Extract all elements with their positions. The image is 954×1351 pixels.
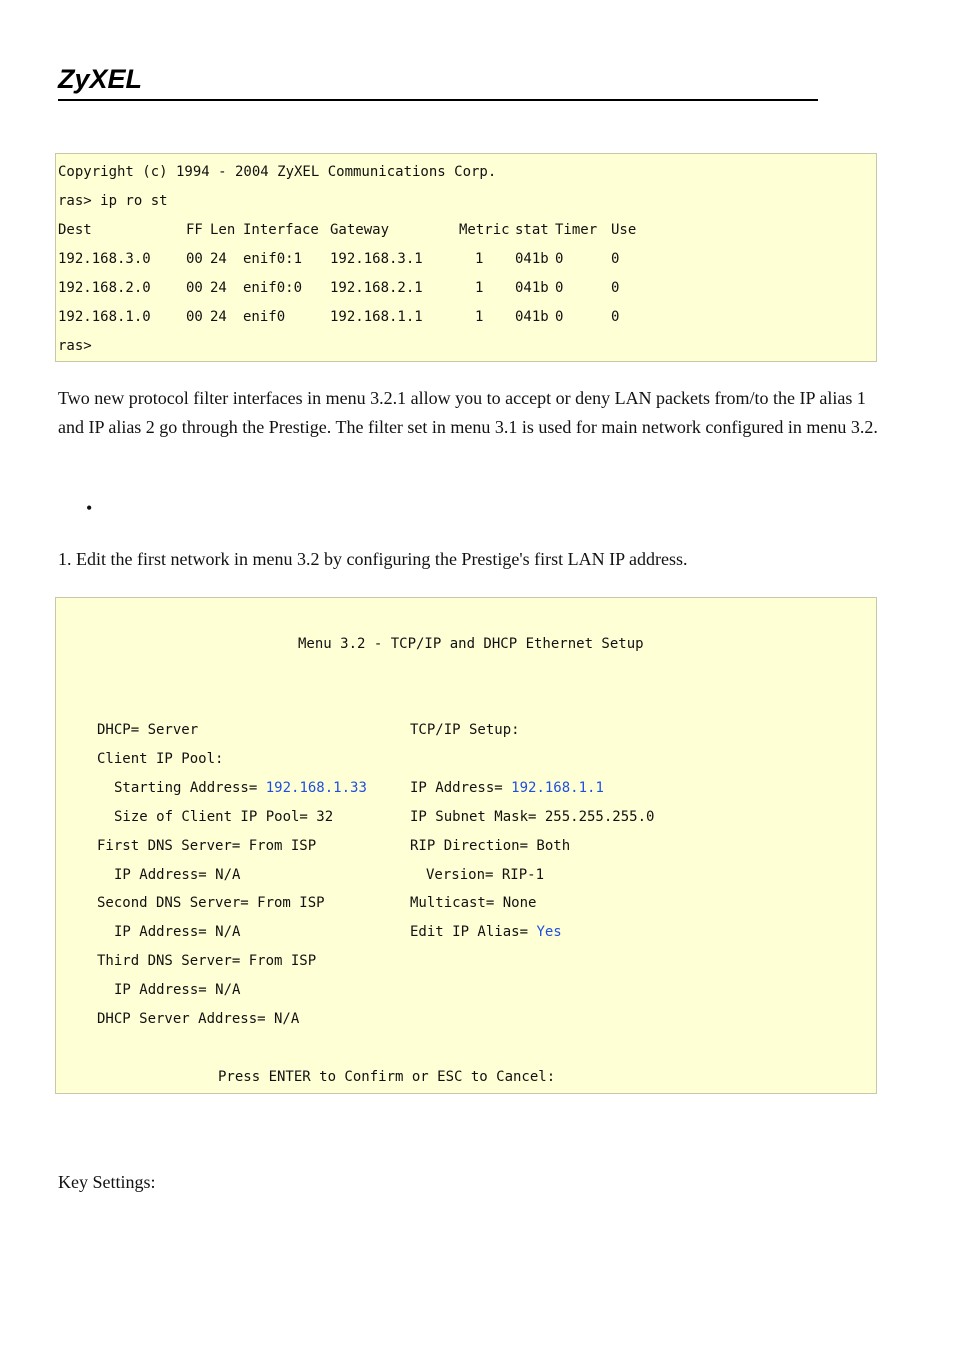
third-dns-ip-field: IP Address= N/A [114,982,241,998]
pool-size-field: Size of Client IP Pool= 32 [114,809,334,825]
route-stat: 041b [515,309,549,325]
route-ff: 00 [186,280,203,296]
description-paragraph: Two new protocol filter interfaces in menu 3.2.1 allow you to accept or deny LAN packets from/to the IP alias 1 and IP alias 2 go through the Prestige. The filter set in menu 3.1 is used for main network configured in menu 3.2. [58,388,878,437]
route-dest: 192.168.1.0 [58,309,151,325]
step-1-text: 1. Edit the first network in menu 3.2 by configuring the Prestige's first LAN IP address. [58,549,688,569]
route-timer: 0 [555,309,564,325]
route-use: 0 [611,280,620,296]
copyright-line: Copyright (c) 1994 - 2004 ZyXEL Communications Corp. [58,164,497,180]
edit-ip-alias-value: Yes [536,924,562,940]
starting-address-value: 192.168.1.33 [265,780,367,796]
col-header-metric: Metric [459,222,510,238]
col-header-len: Len [210,222,236,238]
route-interface: enif0 [243,309,286,325]
route-stat: 041b [515,251,549,267]
starting-address-field: Starting Address= 192.168.1.33 [114,780,367,796]
command-line: ras> ip ro st [58,193,168,209]
col-header-gateway: Gateway [330,222,390,238]
rip-version-field: Version= RIP-1 [426,867,545,883]
client-ip-pool-label: Client IP Pool: [97,751,224,767]
route-use: 0 [611,251,620,267]
col-header-interface: Interface [243,222,319,238]
route-len: 24 [210,280,227,296]
route-dest: 192.168.3.0 [58,251,151,267]
menu-3-2-terminal [55,597,877,1094]
first-dns-field: First DNS Server= From ISP [97,838,317,854]
second-dns-field: Second DNS Server= From ISP [97,895,325,911]
header-rule [58,99,818,101]
col-header-dest: Dest [58,222,92,238]
route-dest: 192.168.2.0 [58,280,151,296]
route-gateway: 192.168.1.1 [330,309,423,325]
col-header-timer: Timer [555,222,598,238]
multicast-field: Multicast= None [410,895,537,911]
route-ff: 00 [186,309,203,325]
route-metric: 1 [475,309,484,325]
route-metric: 1 [475,280,484,296]
route-use: 0 [611,309,620,325]
dhcp-server-address-field: DHCP Server Address= N/A [97,1011,300,1027]
col-header-ff: FF [186,222,203,238]
route-interface: enif0:0 [243,280,303,296]
bullet-point: • [86,498,93,518]
route-len: 24 [210,309,227,325]
rip-direction-field: RIP Direction= Both [410,838,571,854]
ip-address-value: 192.168.1.1 [511,780,604,796]
route-timer: 0 [555,251,564,267]
edit-ip-alias-field: Edit IP Alias= Yes [410,924,562,940]
third-dns-field: Third DNS Server= From ISP [97,953,317,969]
zyxel-logo: ZyXEL [58,64,143,94]
ip-address-field: IP Address= 192.168.1.1 [410,780,604,796]
route-gateway: 192.168.3.1 [330,251,423,267]
route-stat: 041b [515,280,549,296]
prompt-line: ras> [58,338,92,354]
route-ff: 00 [186,251,203,267]
key-settings-heading: Key Settings: [58,1172,156,1192]
route-metric: 1 [475,251,484,267]
menu-title: Menu 3.2 - TCP/IP and DHCP Ethernet Setup [298,636,644,652]
route-timer: 0 [555,280,564,296]
col-header-stat: stat [515,222,549,238]
tcpip-setup-label: TCP/IP Setup: [410,722,520,738]
route-gateway: 192.168.2.1 [330,280,423,296]
confirm-prompt: Press ENTER to Confirm or ESC to Cancel: [218,1069,556,1085]
route-interface: enif0:1 [243,251,303,267]
dhcp-setting: DHCP= Server [97,722,199,738]
first-dns-ip-field: IP Address= N/A [114,867,241,883]
subnet-mask-field: IP Subnet Mask= 255.255.255.0 [410,809,655,825]
route-len: 24 [210,251,227,267]
col-header-use: Use [611,222,637,238]
routing-table-terminal [55,153,877,362]
second-dns-ip-field: IP Address= N/A [114,924,241,940]
